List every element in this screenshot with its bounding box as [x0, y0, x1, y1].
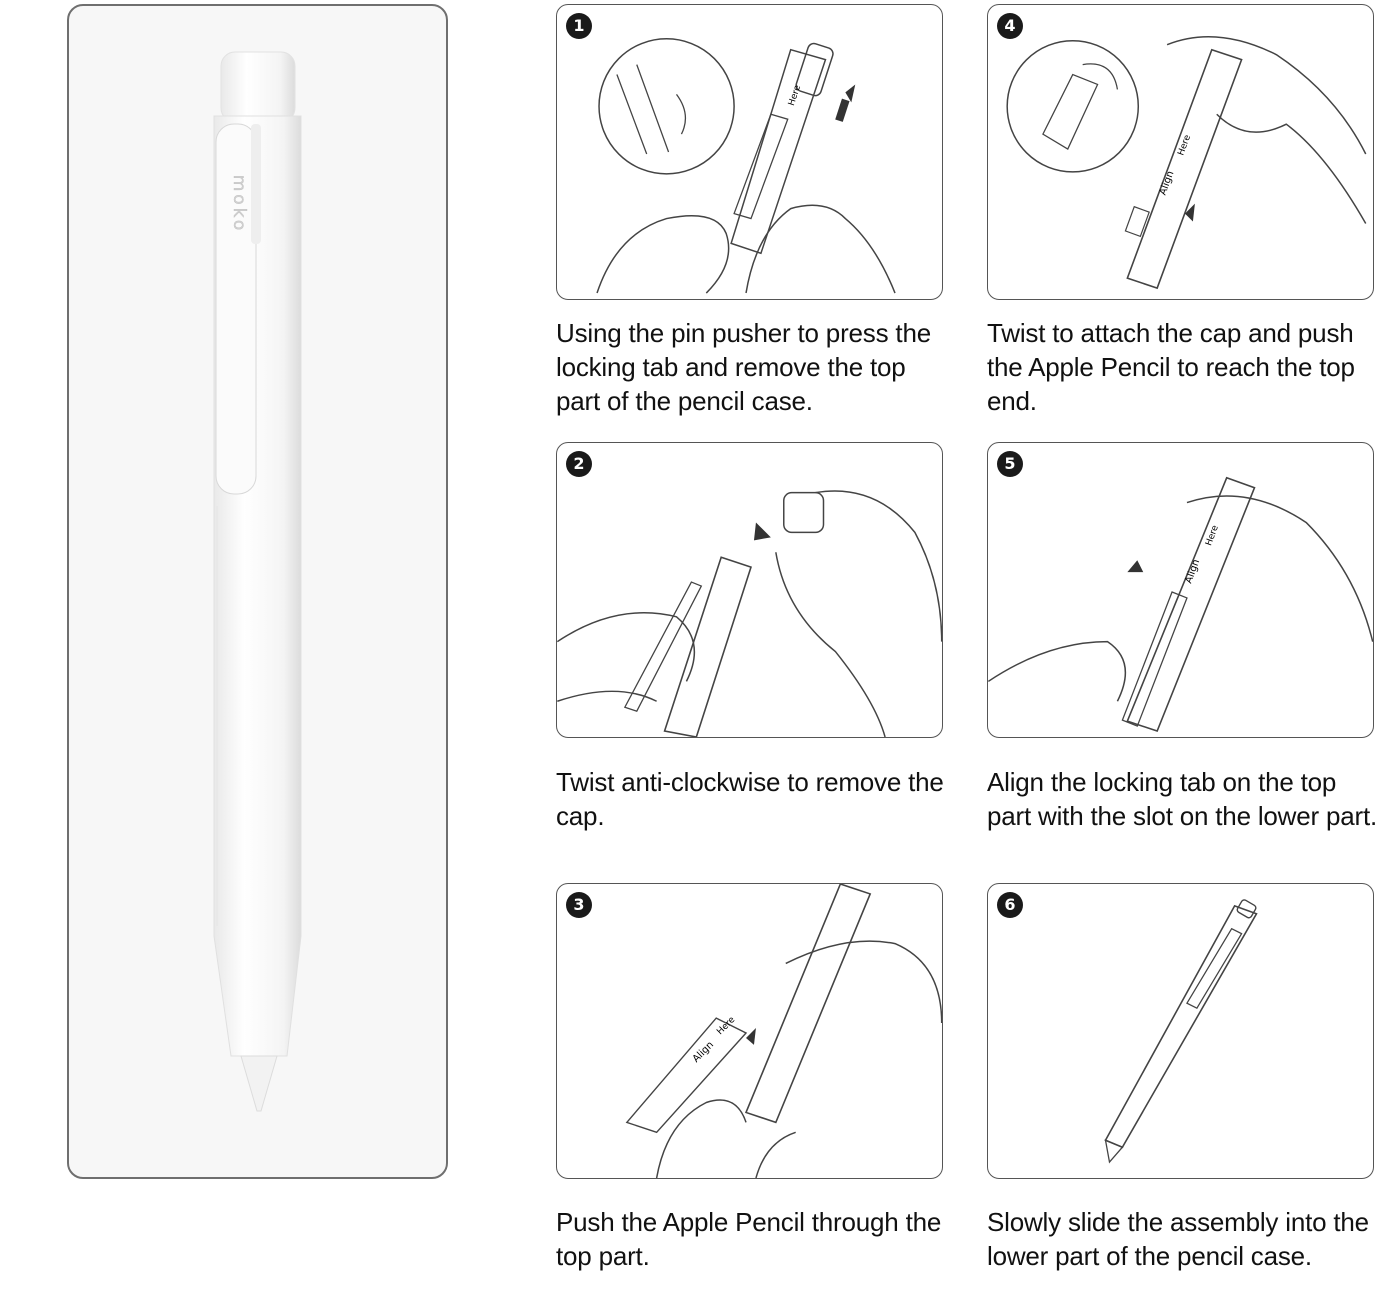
step-6-illustration	[987, 883, 1374, 1179]
step-3-align-label: Align	[690, 1039, 717, 1065]
step-5-number-badge: 5	[997, 451, 1023, 477]
step-2-illustration	[556, 442, 943, 738]
pencil-case-illustration	[69, 6, 448, 1179]
step-5-caption: Align the locking tab on the top part with the slot on the lower part.	[987, 767, 1378, 831]
step-2-caption: Twist anti-clockwise to remove the cap.	[556, 767, 944, 831]
step-6-caption: Slowly slide the assembly into the lower part of the pencil case.	[987, 1207, 1369, 1271]
step-5-drawing	[988, 443, 1373, 737]
step-3-drawing	[557, 884, 942, 1178]
step-3-here-label: Here	[715, 1015, 738, 1038]
step-2-drawing	[557, 443, 942, 737]
step-4-align-label: Align	[1157, 169, 1177, 197]
step-1-number-badge: 1	[566, 13, 592, 39]
step-4-here-label: Here	[1176, 133, 1194, 157]
step-5-align-label: Align	[1183, 557, 1203, 586]
step-3-number-badge: 3	[566, 892, 592, 918]
step-1-here-label: Here	[787, 84, 804, 108]
step-6-number-badge: 6	[997, 892, 1023, 918]
step-4-drawing	[988, 5, 1373, 299]
brand-logo: moko	[229, 174, 249, 234]
step-4-number-badge: 4	[997, 13, 1023, 39]
step-1-illustration	[556, 4, 943, 300]
step-4-caption: Twist to attach the cap and push the Apple Pencil to reach the top end.	[987, 318, 1355, 416]
step-1-drawing	[557, 5, 942, 299]
step-4-illustration	[987, 4, 1374, 300]
product-photo-panel	[67, 4, 448, 1179]
step-5-here-label: Here	[1204, 524, 1221, 548]
step-2-number-badge: 2	[566, 451, 592, 477]
step-5-illustration	[987, 442, 1374, 738]
step-6-drawing	[988, 884, 1373, 1178]
step-3-illustration	[556, 883, 943, 1179]
step-1-caption: Using the pin pusher to press the locking tab and remove the top part of the pencil case.	[556, 318, 931, 416]
step-3-caption: Push the Apple Pencil through the top part.	[556, 1207, 942, 1271]
